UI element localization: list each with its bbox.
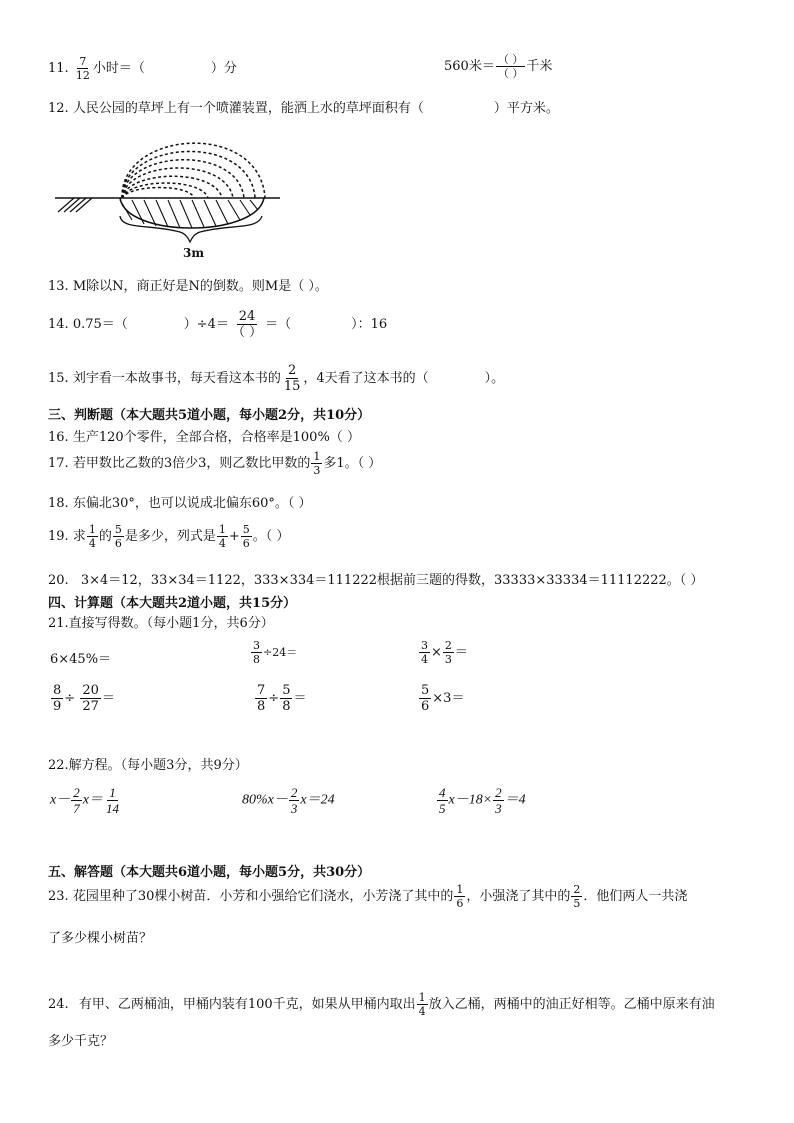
section-3-heading: 三、判断题（本大题共5道小题，每小题2分，共10分） [48, 408, 371, 423]
fraction: $\frac{5}{6}$ [114, 523, 122, 550]
calc-1: 6×45%＝ [50, 652, 112, 667]
calc-6: $\frac{5}{6}$ ×3＝ [421, 683, 465, 714]
fraction: $\frac{7}{8}$ [257, 683, 266, 714]
section-5-heading: 五、解答题（本大题共6道小题，每小题5分，共30分） [48, 865, 371, 880]
fraction: $\frac{5}{6}$ [421, 683, 430, 714]
equation-2: 80%x－ $\frac{2}{3}$ x＝24 [242, 785, 335, 816]
question-16: 16. 生产120个零件，全部合格，合格率是100%（ ） [48, 430, 360, 445]
fraction: $\frac{2}{15}$ [283, 363, 301, 394]
fraction: $\frac{3}{4}$ [421, 639, 428, 666]
fraction: $\frac{8}{9}$ [53, 683, 62, 714]
sprinkler-diagram [50, 120, 290, 265]
question-number: 11. [48, 61, 69, 76]
fraction: $\frac{1}{4}$ [88, 523, 96, 550]
fraction: $\frac{24}{( )}$ [231, 309, 263, 340]
question-24-line-2: 多少千克？ [48, 1034, 114, 1049]
fraction: $\frac{2}{3}$ [444, 639, 452, 666]
fraction: $\frac{3}{8}$ [253, 639, 260, 666]
question-18: 18. 东偏北30°，也可以说成北偏东60°。（ ） [48, 496, 312, 511]
question-23: 23. 花园里种了30棵小树苗．小芳和小强给它们浇水，小芳浇了其中的 $\frac{1}{6}$ ，小强浇了其中的 $\frac{2}{5}$ ．他们两人一共浇 [48, 883, 688, 910]
question-11-part-b: 560米＝ $\frac{( )}{( )}$ 千米 [444, 53, 553, 80]
equation-1: x－ $\frac{2}{7}$ x＝ $\frac{1}{14}$ [50, 785, 119, 816]
fraction: $\frac{20}{27}$ [82, 683, 99, 714]
fraction: $\frac{1}{4}$ [218, 523, 226, 550]
question-21-title: 21.直接写得数。（每小题1分，共6分） [48, 616, 274, 631]
question-12: 12. 人民公园的草坪上有一个喷灌装置，能洒上水的草坪面积有（ ）平方米。 [48, 101, 559, 116]
diagram-label: 3m [183, 246, 205, 260]
question-13: 13. M除以N，商正好是N的倒数。则M是（ ）。 [48, 279, 328, 294]
fraction: $\frac{1}{4}$ [418, 991, 426, 1018]
fraction: $\frac{2}{3}$ [495, 785, 502, 816]
fraction: $\frac{2}{7}$ [73, 785, 80, 816]
question-17: 17. 若甲数比乙数的3倍少3，则乙数比甲数的 $\frac{1}{3}$ 多1。（ ） [48, 450, 382, 477]
question-15: 15. 刘宇看一本故事书，每天看这本书的 $\frac{2}{15}$ ，4天看了这本书的（ ）。 [48, 363, 505, 394]
question-22-title: 22.解方程。（每小题3分，共9分） [48, 758, 248, 773]
calc-2: $\frac{3}{8}$ ÷24＝ [253, 639, 298, 666]
calc-3: $\frac{3}{4}$ × $\frac{2}{3}$ ＝ [421, 639, 468, 666]
section-4-heading: 四、计算题（本大题共2道小题，共15分） [48, 596, 297, 611]
fraction: $\frac{5}{6}$ [242, 523, 250, 550]
question-19: 19. 求 $\frac{1}{4}$ 的 $\frac{5}{6}$ 是多少，列式是 $\frac{1}{4}$ + $\frac{5}{6}$ 。（ ） [48, 523, 290, 550]
question-11: 11. $\frac{7}{12}$ 小时＝（ ）分 [48, 55, 237, 82]
question-23-line-2: 了多少棵小树苗？ [48, 931, 153, 946]
fraction: $\frac{2}{3}$ [290, 785, 298, 816]
fraction: $\frac{1}{3}$ [313, 450, 321, 477]
question-14: 14. 0.75＝（ ）÷4＝ $\frac{24}{( )}$ ＝（ ）：16 [48, 309, 388, 340]
fraction: $\frac{1}{14}$ [105, 785, 119, 816]
fraction: $\frac{5}{8}$ [282, 683, 291, 714]
question-24: 24. 有甲、乙两桶油，甲桶内装有100千克，如果从甲桶内取出 $\frac{1}{4}$ 放入乙桶，两桶中的油正好相等。乙桶中原来有油 [48, 991, 715, 1018]
fraction: $\frac{1}{6}$ [456, 883, 464, 910]
fraction: $\frac{( )}{( )}$ [497, 53, 524, 80]
fraction: $\frac{4}{5}$ [439, 785, 446, 816]
fraction: $\frac{7}{12}$ [75, 55, 90, 82]
calc-5: $\frac{7}{8}$ ÷ $\frac{5}{8}$ ＝ [257, 683, 307, 714]
calc-4: $\frac{8}{9}$ ÷ $\frac{20}{27}$ ＝ [53, 683, 115, 714]
fraction: $\frac{2}{5}$ [573, 883, 581, 910]
equation-3: $\frac{4}{5}$ x－18× $\frac{2}{3}$ ＝4 [439, 785, 526, 816]
question-20: 20. 3×4＝12，33×34＝1122，333×334＝111222根据前三题的得数，33333×33334＝11112222。（ ） [48, 573, 704, 588]
